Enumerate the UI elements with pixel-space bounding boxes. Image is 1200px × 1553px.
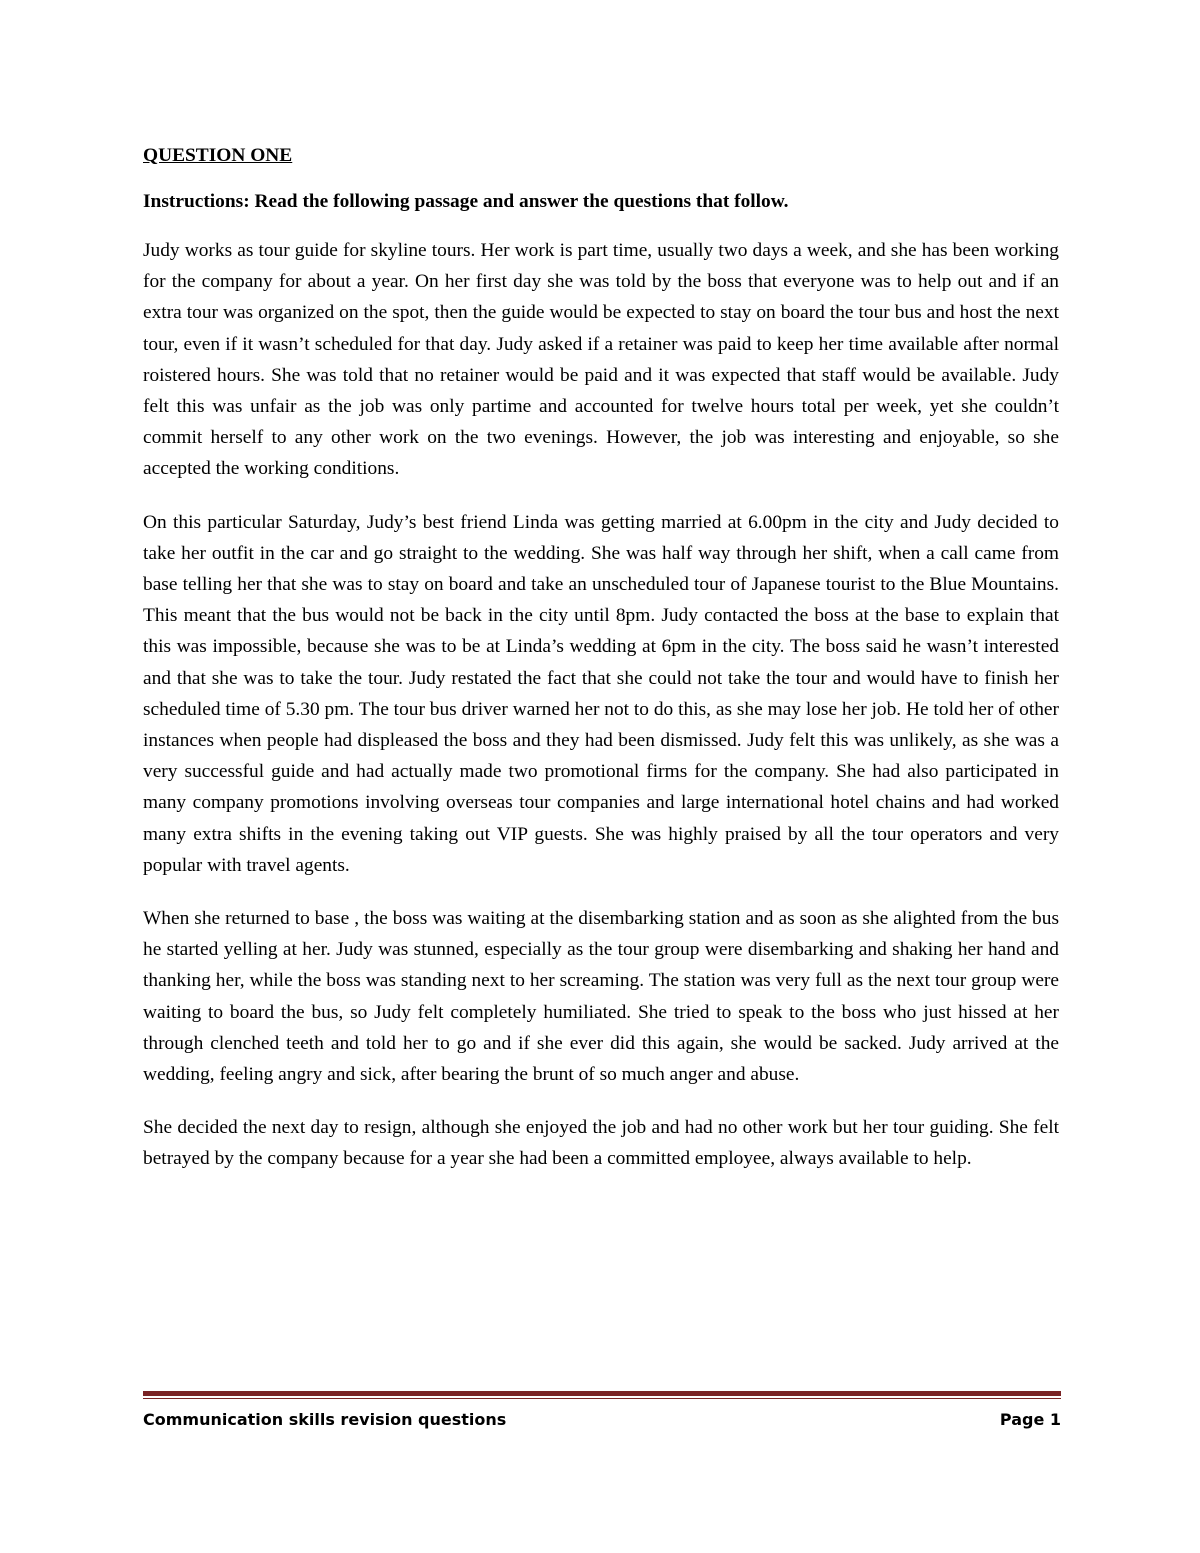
paragraph-1: Judy works as tour guide for skyline tours. Her work is part time, usually two days a week, and she has been working for the company for about a year. On her first day she was told by the boss that everyone was to help out and if an extra tour was organized on the spot, then the guide would be expected to stay on board the tour bus and host the next tour, even if it wasn’t scheduled for that day. Judy asked if a retainer was paid to keep her time available after normal roistered hours. She was told that no retainer would be paid and it was expected that staff would be available. Judy felt this was unfair as the job was only partime and accounted for twelve hours total per week, yet she couldn’t commit herself to any other work on the two evenings. However, the job was interesting and enjoyable, so she accepted the working conditions. bbox=[143, 240, 1059, 480]
footer-divider bbox=[143, 1391, 1061, 1396]
document-body bbox=[143, 143, 1059, 1197]
paragraph-2: On this particular Saturday, Judy’s best friend Linda was getting married at 6.00pm in the city and Judy decided to take her outfit in the car and go straight to the wedding. She was half way through her shift, when a call came from base telling her that she was to stay on board and take an unscheduled tour of Japanese tourist to the Blue Mountains. This meant that the bus would not be back in the city until 8pm. Judy contacted the boss at the base to explain that this was impossible, because she was to be at Linda’s wedding at 6pm in the city. The boss said he wasn’t interested and that she was to take the tour. Judy restated the fact that she could not take the tour and would have to finish her scheduled time of 5.30 pm. The tour bus driver warned her not to do this, as she may lose her job. He told her of other instances when people had displeased the boss and they had been dismissed. Judy felt this was unlikely, as she was a very successful guide and had actually made two promotional firms for the company. She had also participated in many company promotions involving overseas tour companies and large international hotel chains and had worked many extra shifts in the evening taking out VIP guests. She was highly praised by all the tour operators and very popular with travel agents. bbox=[143, 511, 1059, 876]
paragraph-3: When she returned to base , the boss was waiting at the disembarking station and as soon as she alighted from the bus he started yelling at her. Judy was stunned, especially as the tour group were disembarking and shaking her hand and thanking her, while the boss was standing next to her screaming. The station was very full as the next tour group were waiting to board the bus, so Judy felt completely humiliated. She tried to speak to the boss who just hissed at her through clenched teeth and told her to go and if she ever did this again, she would be sacked. Judy arrived at the wedding, feeling angry and sick, after bearing the brunt of so much anger and abuse. bbox=[143, 908, 1059, 1086]
page-number: Page 1 bbox=[999, 1410, 1061, 1429]
footer-divider-thin bbox=[143, 1398, 1061, 1399]
paragraph-4: She decided the next day to resign, although she enjoyed the job and had no other work but her tour guiding. She felt betrayed by the company because for a year she had been a committed employee, always available to help. bbox=[143, 1117, 1059, 1170]
question-heading: QUESTION ONE bbox=[143, 145, 293, 166]
instructions-text: Instructions: Read the following passage and answer the questions that follow. bbox=[143, 191, 789, 212]
footer-title: Communication skills revision questions bbox=[143, 1410, 507, 1429]
page-footer bbox=[143, 1407, 1061, 1433]
